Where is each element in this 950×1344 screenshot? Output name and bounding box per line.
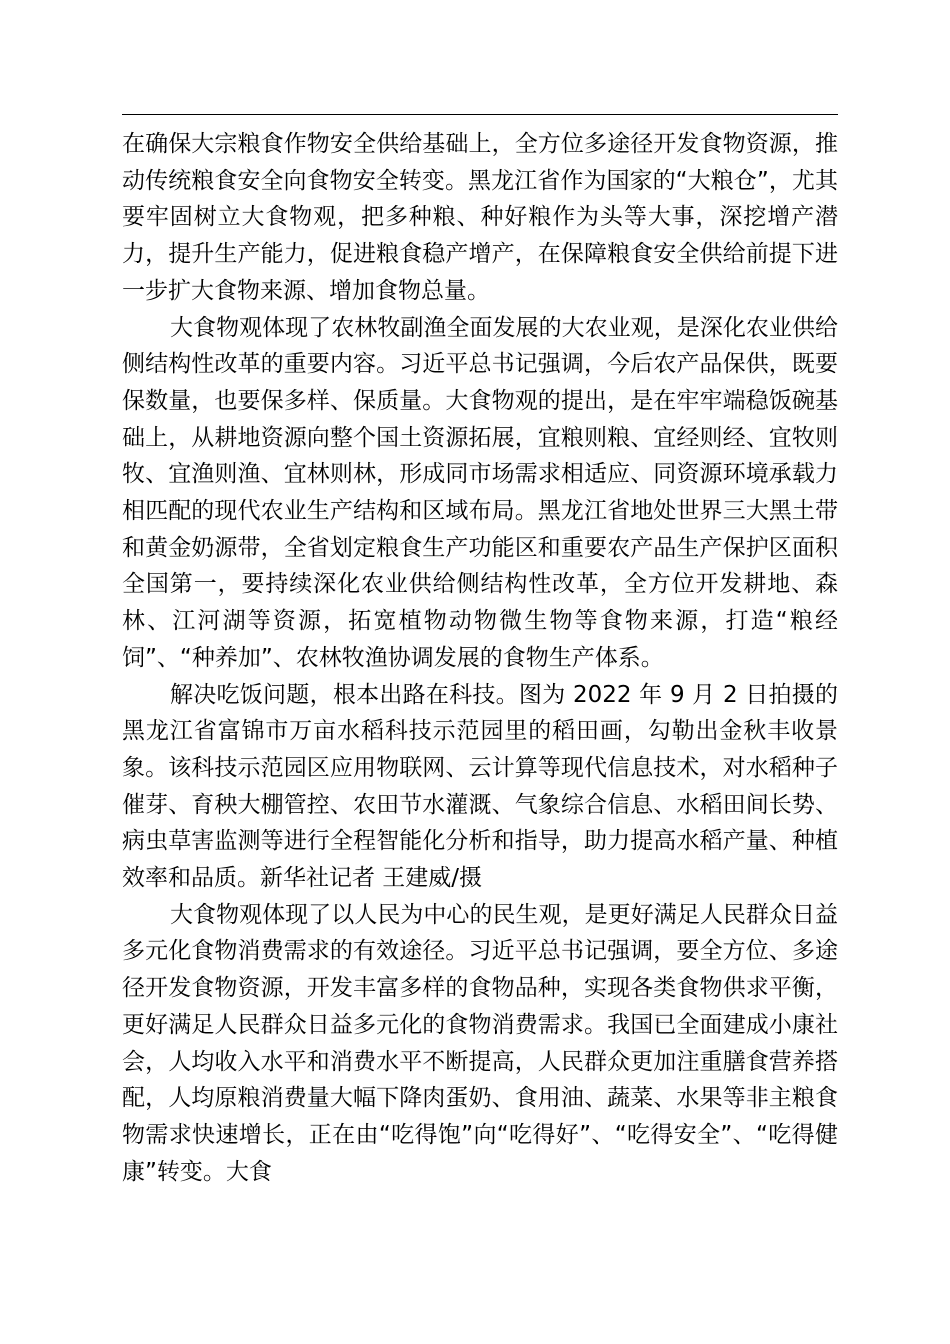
article-body — [122, 126, 838, 1190]
paragraph-people-centered-view: 大食物观体现了以人民为中心的民生观，是更好满足人民群众日益多元化食物消费需求的有效途径。习近平总书记强调，要全方位、多途径开发食物资源，开发丰富多样的食物品种，实现各类食物供求平衡，更好满足人民群众日益多元化的食物消费需求。我国已全面建成小康社会，人均收入水平和消费水平不断提高，人民群众更加注重膳食营养搭配，人均原粮消费量大幅下降肉蛋奶、食用油、蔬菜、水果等非主粮食物需求快速增长，正在由“吃得饱”向“吃得好”、“吃得安全”、“吃得健康”转变。大食 — [122, 901, 838, 1185]
header-rule — [122, 114, 838, 115]
paragraph-photo-caption: 解决吃饭问题，根本出路在科技。图为 2022 年 9 月 2 日拍摄的黑龙江省富锦市万亩水稻科技示范园里的稻田画，勾勒出金秋丰收景象。该科技示范园区应用物联网、云计算等现代信息技术，对水稻种子催芽、育秧大棚管控、农田节水灌溉、气象综合信息、水稻田间长势、病虫草害监测等进行全程智能化分析和指导，助力提高水稻产量、种植效率和品质。新华社记者 王建威/摄 — [122, 681, 838, 892]
paragraph-food-security: 在确保大宗粮食作物安全供给基础上，全方位多途径开发食物资源，推动传统粮食安全向食物安全转变。黑龙江省作为国家的“大粮仓”，尤其要牢固树立大食物观，把多种粮、种好粮作为头等大事，深挖增产潜力，提升生产能力，促进粮食稳产增产，在保障粮食安全供给前提下进一步扩大食物来源、增加食物总量。 — [122, 131, 838, 304]
paragraph-big-agriculture-view: 大食物观体现了农林牧副渔全面发展的大农业观，是深化农业供给侧结构性改革的重要内容。习近平总书记强调，今后农产品保供，既要保数量，也要保多样、保质量。大食物观的提出，是在牢牢端稳饭碗基础上，从耕地资源向整个国土资源拓展，宜粮则粮、宜经则经、宜牧则牧、宜渔则渔、宜林则林，形成同市场需求相适应、同资源环境承载力相匹配的现代农业生产结构和区域布局。黑龙江省地处世界三大黑土带和黄金奶源带，全省划定粮食生产功能区和重要农产品生产保护区面积全国第一，要持续深化农业供给侧结构性改革，全方位开发耕地、森林、江河湖等资源，拓宽植物动物微生物等食物来源，打造“粮经饲”、“种养加”、农林牧渔协调发展的食物生产体系。 — [122, 314, 838, 671]
